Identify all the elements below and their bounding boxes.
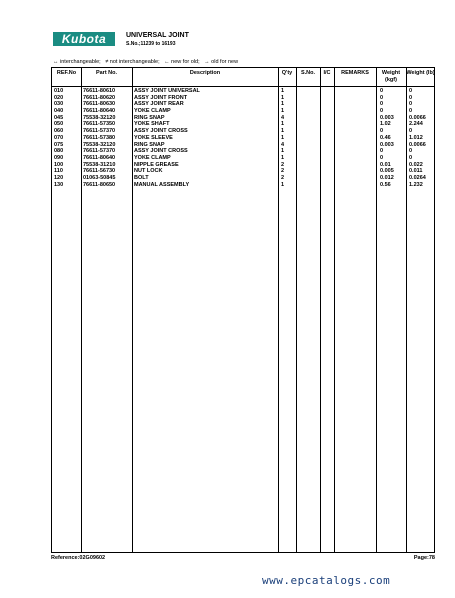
header-description: Description	[189, 70, 221, 76]
cell-weight-lb: 0.022	[409, 161, 423, 168]
cell-description: RING SNAP	[134, 141, 165, 148]
cell-weight-lb: 0.0066	[409, 141, 426, 148]
cell-ref: 070	[54, 134, 64, 141]
cell-ref: 130	[54, 181, 64, 188]
cell-qty: 1	[281, 94, 285, 101]
cell-part-no: 75538-31210	[83, 161, 116, 168]
cell-description: YOKE SLEEVE	[134, 134, 173, 141]
cell-part-no: 76611-80640	[83, 108, 116, 115]
cell-weight-kgf: 0	[380, 101, 384, 108]
cell-weight-lb: 0	[409, 88, 413, 94]
cell-part-no: 76611-80640	[83, 154, 116, 161]
cell-qty: 1	[281, 134, 285, 141]
table-body	[52, 88, 434, 188]
cell-ref: 080	[54, 148, 64, 155]
kubota-logo: Kubota	[53, 32, 115, 46]
cell-qty: 1	[281, 181, 285, 188]
cell-qty: 1	[281, 154, 285, 161]
cell-part-no: 01063-50845	[83, 174, 116, 181]
cell-weight-kgf: 0	[380, 148, 384, 155]
cell-part-no: 76611-80620	[83, 94, 116, 101]
cell-qty: 1	[281, 121, 285, 128]
cell-qty: 2	[281, 174, 285, 181]
cell-weight-lb: 1.012	[409, 134, 423, 141]
cell-weight-kgf: 0	[380, 88, 384, 94]
cell-weight-lb: 2.244	[409, 121, 423, 128]
cell-ref: 050	[54, 121, 64, 128]
cell-description: YOKE CLAMP	[134, 108, 171, 115]
cell-part-no: 75538-32120	[83, 141, 116, 148]
cell-description: ASSY JOINT CROSS	[134, 128, 188, 135]
cell-qty: 1	[281, 128, 285, 135]
legend-new-for-old: ← new for old;	[164, 59, 200, 65]
cell-weight-lb: 0	[409, 154, 413, 161]
cell-weight-lb: 0	[409, 148, 413, 155]
cell-qty: 1	[281, 108, 285, 115]
cell-weight-kgf: 0.005	[380, 168, 394, 175]
cell-weight-kgf: 0.003	[380, 141, 394, 148]
serial-range: S.No.;11239 to 16193	[126, 41, 176, 47]
cell-part-no: 76611-57370	[83, 148, 116, 155]
cell-ref: 090	[54, 154, 64, 161]
cell-description: NUT LOCK	[134, 168, 163, 175]
watermark-url: www.epcatalogs.com	[262, 574, 391, 587]
cell-weight-lb: 0	[409, 94, 413, 101]
cell-part-no: 76611-56730	[83, 168, 116, 175]
cell-weight-lb: 0.011	[409, 168, 423, 175]
cell-ref: 010	[54, 88, 64, 94]
table-row	[52, 148, 434, 155]
cell-ref: 040	[54, 108, 64, 115]
cell-qty: 4	[281, 114, 285, 121]
cell-weight-kgf: 0	[380, 94, 384, 101]
cell-description: NIPPLE GREASE	[134, 161, 179, 168]
table-row	[52, 115, 434, 122]
cell-part-no: 76611-57370	[83, 128, 116, 135]
cell-weight-lb: 0.0264	[409, 174, 426, 181]
cell-weight-lb: 0	[409, 101, 413, 108]
header-sno: S.No.	[300, 70, 316, 76]
cell-description: BOLT	[134, 174, 149, 181]
header-weight-kgf: Weight (kgf)	[381, 70, 401, 83]
interchangeability-legend	[53, 59, 241, 65]
table-row	[52, 162, 434, 169]
cell-ref: 110	[54, 168, 63, 175]
header-qty: Q'ty	[281, 70, 293, 76]
header-ic: I/C	[323, 70, 331, 76]
cell-weight-kgf: 0.46	[380, 134, 391, 141]
table-row	[52, 135, 434, 142]
legend-not-interchangeable: ≠ not interchangeable;	[105, 59, 160, 65]
header-divider	[52, 86, 434, 87]
cell-weight-kgf: 0.01	[380, 161, 391, 168]
cell-part-no: 76611-80650	[83, 181, 116, 188]
cell-qty: 2	[281, 168, 285, 175]
cell-ref: 020	[54, 94, 64, 101]
cell-description: RING SNAP	[134, 114, 165, 121]
table-row	[52, 88, 434, 95]
table-row	[52, 168, 434, 175]
table-row	[52, 142, 434, 149]
reference-code: Reference:02G09602	[51, 555, 106, 561]
cell-weight-kgf: 0	[380, 154, 384, 161]
cell-part-no: 76611-57380	[83, 134, 116, 141]
cell-weight-kgf: 0.012	[380, 174, 394, 181]
header-weight-lb: Weight (lb)	[406, 70, 435, 76]
legend-old-for-new: → old for new	[204, 59, 239, 65]
page-title: UNIVERSAL JOINT	[126, 32, 189, 39]
cell-part-no: 75538-32120	[83, 114, 116, 121]
parts-table	[51, 67, 435, 553]
cell-ref: 060	[54, 128, 64, 135]
table-row	[52, 182, 434, 189]
cell-ref: 100	[54, 161, 64, 168]
cell-part-no: 76611-80610	[83, 88, 116, 94]
table-row	[52, 128, 434, 135]
cell-weight-lb: 0.0066	[409, 114, 426, 121]
cell-ref: 030	[54, 101, 64, 108]
cell-ref: 075	[54, 141, 64, 148]
table-row	[52, 101, 434, 108]
cell-weight-lb: 0	[409, 128, 413, 135]
table-row	[52, 155, 434, 162]
cell-weight-kgf: 1.02	[380, 121, 391, 128]
cell-weight-kgf: 0.56	[380, 181, 391, 188]
cell-description: ASSY JOINT UNIVERSAL	[134, 88, 200, 94]
header-remarks: REMARKS	[341, 70, 369, 76]
cell-ref: 120	[54, 174, 64, 181]
cell-qty: 1	[281, 88, 285, 94]
cell-weight-lb: 1.232	[409, 181, 423, 188]
cell-description: YOKE CLAMP	[134, 154, 171, 161]
cell-ref: 045	[54, 114, 64, 121]
header-ref: REF.No	[56, 70, 77, 76]
table-row	[52, 95, 434, 102]
cell-description: ASSY JOINT REAR	[134, 101, 184, 108]
cell-description: ASSY JOINT CROSS	[134, 148, 188, 155]
table-row	[52, 121, 434, 128]
table-row	[52, 175, 434, 182]
cell-qty: 4	[281, 141, 285, 148]
page-number: Page:78	[413, 555, 435, 561]
cell-part-no: 76611-80630	[83, 101, 116, 108]
header-part: Part No.	[95, 70, 118, 76]
cell-weight-kgf: 0.003	[380, 114, 394, 121]
cell-qty: 2	[281, 161, 285, 168]
cell-weight-kgf: 0	[380, 108, 384, 115]
cell-description: ASSY JOINT FRONT	[134, 94, 188, 101]
cell-description: YOKE SHAFT	[134, 121, 170, 128]
cell-part-no: 76611-57350	[83, 121, 116, 128]
cell-qty: 1	[281, 101, 285, 108]
cell-qty: 1	[281, 148, 285, 155]
legend-interchangeable: ↔ interchangeable;	[53, 59, 101, 65]
cell-weight-kgf: 0	[380, 128, 384, 135]
cell-description: MANUAL ASSEMBLY	[134, 181, 190, 188]
table-row	[52, 108, 434, 115]
cell-weight-lb: 0	[409, 108, 413, 115]
